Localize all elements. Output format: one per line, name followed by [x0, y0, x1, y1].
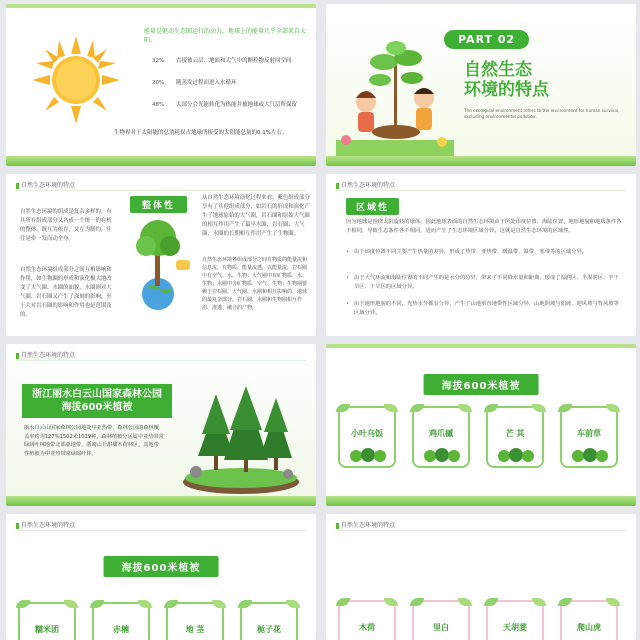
header-mark-icon	[16, 353, 19, 359]
leaf-icon	[606, 404, 620, 412]
slide-header	[16, 180, 75, 189]
plant-card[interactable]	[486, 600, 544, 640]
slide-wholeness[interactable]	[6, 174, 316, 336]
wholeness-para-3: 从自然生态环境演化过程来看，紫色组成部分享有了其他组成部分，如岩石的形成和演化产生了地球原始的大气圈，岩石圈和原始大气圈的相互作用产生了最早水圈，岩石圈、大气圈、水圈的长期相互作用产生了生物圈。	[202, 195, 310, 237]
stat-row	[152, 78, 237, 86]
leaf-icon	[16, 600, 30, 608]
forest-park-title: 浙江丽水白云山国家森林公园 海拔600米植被	[22, 384, 172, 418]
header-divider	[16, 190, 306, 191]
slide-section-title[interactable]	[326, 4, 636, 166]
header-text: 自然生态环境的特点	[21, 352, 76, 359]
plant-name: 爬山虎	[577, 623, 601, 632]
sun-icon	[32, 36, 120, 124]
regionality-bullet: • 由于大气环流和海陆位置的不同产生的是水分的分异，带来了不同降水量和距离，形成了湿润区、半湿润区、半干旱区、干旱区的区域分异。	[346, 274, 622, 292]
bush-icon	[422, 448, 462, 462]
regionality-pill: 区域性	[346, 198, 399, 215]
leaf-icon	[410, 598, 424, 606]
slide-vegetation-1[interactable]	[326, 344, 636, 506]
slide-header	[336, 520, 395, 529]
plant-name: 赤楠	[113, 625, 129, 634]
leaf-icon	[384, 404, 398, 412]
leaf-icon	[336, 404, 350, 412]
section-subtitle: The ecological environment refers to the environment for human survival, excluding environmental pollution.	[464, 108, 620, 119]
vegetation-ribbon: 海拔600米植被	[104, 556, 219, 577]
regionality-intro: 因为地球是围绕太阳旋转的球体，因此地球表面的自然生态环境由于所处纬度位置、海陆位置、地形地貌和地质条件各不相同，导致生态条件各不相同，进而产生了生态环境区域分异。这就是自然生态环境的区域性。	[346, 219, 622, 234]
stat-row	[152, 56, 292, 64]
header-text: 自然生态环境的特点	[341, 522, 396, 529]
header-text: 自然生态环境的特点	[21, 182, 76, 189]
leaf-icon	[484, 404, 498, 412]
leaf-icon	[90, 600, 104, 608]
slide-header	[336, 180, 395, 189]
leaf-icon	[558, 598, 572, 606]
part-badge: PART 02	[444, 30, 529, 49]
header-divider	[336, 530, 626, 531]
forest-park-body: 丽水白云山国家森林公园地处中亚热带，森林公园的森林覆盖率约为127%1502米1019种，森林植被分区属中亚热带常绿阔叶林地带北部亚地带，浙闽山丘甜槠木荷林区，其地带性植被为中亚热带常绿阔叶林。	[24, 425, 164, 457]
leaf-icon	[138, 600, 152, 608]
header-divider	[16, 530, 306, 531]
header-mark-icon	[336, 183, 339, 189]
leaf-icon	[410, 404, 424, 412]
slide-vegetation-2[interactable]	[6, 514, 316, 640]
grass-border	[326, 156, 636, 166]
bush-icon	[348, 448, 388, 462]
leaf-icon	[558, 404, 572, 412]
header-mark-icon	[16, 183, 19, 189]
header-mark-icon	[336, 523, 339, 529]
plant-card[interactable]	[338, 406, 396, 468]
plant-name: 糯米团	[35, 625, 59, 634]
grass-border-top	[6, 4, 316, 8]
grass-border	[326, 496, 636, 506]
leaf-icon	[532, 404, 546, 412]
plant-card[interactable]	[240, 602, 298, 640]
wholeness-para-2: 自然生态环境组成部分之间互相影响和作用，如生物圈的形成和演化极大地改变了大气圈、水圈的面貌，水圈则对大气圈、岩石圈又产生了深刻的影响，至于大对岩石圈的影响和作用也是范围及的。	[20, 267, 112, 318]
forest-illustration	[176, 386, 306, 496]
section-title-line1: 自然生态	[464, 60, 532, 80]
kids-planting-illustration	[336, 40, 454, 158]
regionality-bullet: • 由于纬度位置不同主要产生热量的差异，形成了热带、亚热带、暖温带、温带、寒带等的区域分异。	[346, 248, 622, 257]
slide-header	[16, 350, 75, 359]
plant-card[interactable]	[166, 602, 224, 640]
leaf-icon	[458, 598, 472, 606]
header-text: 自然生态环境的特点	[21, 522, 76, 529]
leaf-icon	[384, 598, 398, 606]
leaf-icon	[484, 598, 498, 606]
plant-card[interactable]	[412, 406, 470, 468]
grass-border	[6, 156, 316, 166]
stat-percent: 20%	[152, 80, 165, 86]
plant-name: 小叶乌饭	[351, 429, 383, 438]
leaf-icon	[336, 598, 350, 606]
grass-border	[6, 496, 316, 506]
plant-name: 鸡爪槭	[429, 429, 453, 438]
leaf-icon	[238, 600, 252, 608]
vegetation-ribbon: 海拔600米植被	[424, 374, 539, 395]
plant-card[interactable]	[338, 600, 396, 640]
stat-text: 大部分会光能转化为热能并被地球或大气层所保留	[176, 102, 298, 108]
header-mark-icon	[16, 523, 19, 529]
plant-card[interactable]	[92, 602, 150, 640]
slide-forest-park[interactable]	[6, 344, 316, 506]
leaf-icon	[164, 600, 178, 608]
plant-name: 栀子花	[257, 625, 281, 634]
header-text: 自然生态环境的特点	[341, 182, 396, 189]
bush-icon	[496, 448, 536, 462]
plant-name: 里白	[433, 623, 449, 632]
header-divider	[16, 360, 306, 361]
stat-row	[152, 100, 297, 108]
stat-text: 直接被云层、地面和大气中的颗粒物反射回空间	[176, 58, 292, 64]
tree-globe-illustration	[118, 216, 198, 312]
energy-footnote: 生物界对于太阳能的总消耗仅占地球所接受的太阳能总量的0.1%左右。	[114, 130, 288, 136]
slide-header	[16, 520, 75, 529]
plant-card[interactable]	[412, 600, 470, 640]
plant-card[interactable]	[560, 406, 618, 468]
grass-border-top	[326, 344, 636, 348]
stat-text: 随蒸发过程而进入水循环	[176, 80, 237, 86]
energy-lead-text: 能量是驱动生态圈运行的动力，地球上的能量几乎全部来自太阳。	[144, 28, 307, 44]
header-divider	[336, 190, 626, 191]
slide-vegetation-3[interactable]	[326, 514, 636, 640]
leaf-icon	[212, 600, 226, 608]
stat-percent: 32%	[152, 58, 165, 64]
slide-solar-energy[interactable]	[6, 4, 316, 166]
leaf-icon	[286, 600, 300, 608]
plant-card[interactable]	[486, 406, 544, 468]
slide-regionality[interactable]	[326, 174, 636, 336]
wholeness-pill: 整体性	[130, 196, 187, 213]
plant-name: 芒 其	[505, 429, 525, 438]
regionality-bullet: • 由于地形地貌的不同，光热水分都有分异，产生了山地垂直地带性区域分异、山地阴坡与阳坡、迎风坡与背风坡等区域分异。	[346, 300, 622, 318]
plant-name: 木荷	[359, 623, 375, 632]
plant-card[interactable]	[560, 600, 618, 640]
plant-name: 车前草	[577, 429, 601, 438]
leaf-icon	[532, 598, 546, 606]
plant-card[interactable]	[18, 602, 76, 640]
leaf-icon	[458, 404, 472, 412]
wholeness-para-1: 自然生态环境的组成是复杂多样的，有其所有组成部分又各成一个统一的有机的整体，既互为依存，又互为制约，往往是牵一发而动全身。	[20, 209, 112, 242]
plant-name: 地 茎	[185, 625, 205, 634]
bush-icon	[570, 448, 610, 462]
stat-percent: 48%	[152, 102, 165, 108]
section-title	[464, 60, 549, 100]
leaf-icon	[64, 600, 78, 608]
leaf-icon	[606, 598, 620, 606]
plant-name: 天胡荽	[503, 623, 527, 632]
section-title-line2: 环境的特点	[464, 80, 549, 100]
wholeness-para-4: 自然生态环境各组成部分之间有物质的能量流和信息流，有物质、能量流透，以能量流，岩石圈中有空气、水、生物；大气圈中有矿物质、水、生物；水圈中含矿物质、空气、生物；生物圈要赖于岩石圈、大气圈、水圈和相互影响的，地球的最复杂部分。岩石圈、水圈和生物圈相互作用、渗透、融合的产物。	[202, 257, 308, 311]
